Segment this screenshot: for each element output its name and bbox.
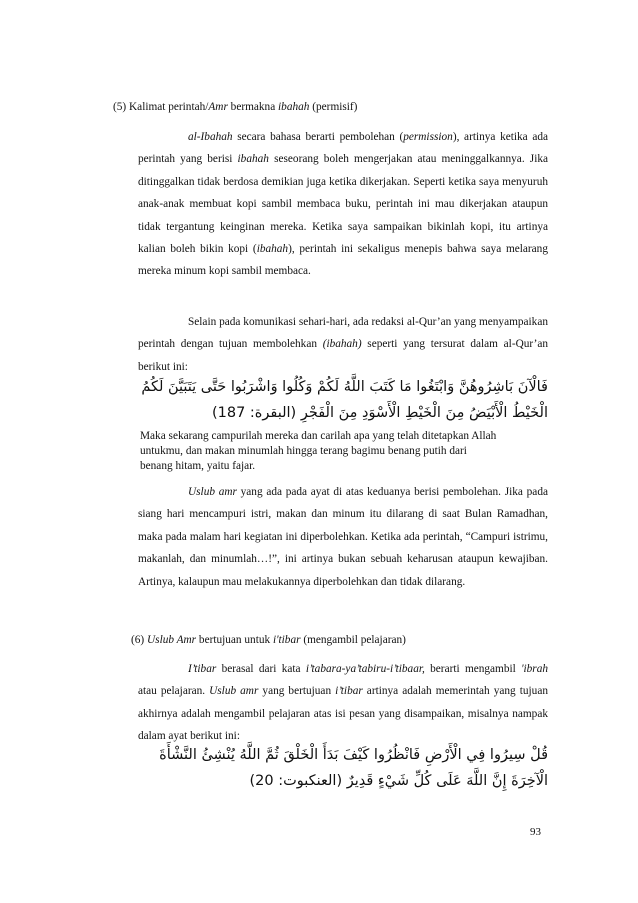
section-6-number: (6) — [131, 634, 145, 646]
section-6-heading: (6) Uslub Amr bertujuan untuk i'tibar (mengambil pelajaran) — [131, 634, 406, 646]
section-5-number: (5) — [113, 101, 127, 113]
verse-line-1: قُلْ سِيرُوا فِي الْأَرْضِ فَانْظُرُوا كَيْفَ بَدَأَ الْخَلْقَ ثُمَّ اللَّهُ يُنْشِئُ النَّشْأَةَ — [159, 747, 548, 763]
verse-line-2: الْخَيْطُ الْأَبْيَضُ مِنَ الْخَيْطِ الْأَسْوَدِ مِنَ الْفَجْرِ (البقرة: 187) — [211, 405, 548, 421]
section-5-heading: (5) Kalimat perintah/Amr bermakna ibahah (permisif) — [113, 101, 358, 113]
section-5-paragraph-3: Uslub amr yang ada pada ayat di atas keduanya berisi pembolehan. Jika pada siang hari mencampuri istri, makan dan minum itu dilarang di saat Bulan Ramadhan, maka pada malam hari kegiatan ini diperbolehkan. Ketika ada perintah, “Campuri istrimu, makanlah, dan minumlah…!”, ini artinya bukan sebuah keharusan ataupun kewajiban. Artinya, kalaupun mau melakukannya diperbolehkan dan tidak dilarang. — [138, 486, 548, 588]
quran-verse-al-baqarah-187 — [138, 374, 548, 426]
verse-line-1: فَالْآنَ بَاشِرُوهُنَّ وَابْتَغُوا مَا كَتَبَ اللَّهُ لَكُمْ وَكُلُوا وَاشْرَبُوا حَتَّى يَتَبَيَّنَ لَكُمُ — [141, 379, 548, 395]
verse-translation: Maka sekarang campurilah mereka dan carilah apa yang telah ditetapkan Allah untukmu, dan makan minumlah hingga terang bagimu benang putih dari benang hitam, yaitu fajar. — [140, 430, 497, 472]
section-5-paragraph-2: Selain pada komunikasi sehari-hari, ada redaksi al-Qur’an yang menyampaikan perintah dengan tujuan membolehkan (ibahah) seperti yang tersurat dalam al-Qur’an berikut ini: — [138, 316, 548, 373]
page-number: 93 — [530, 826, 541, 838]
section-6-paragraph-1: I’tibar berasal dari kata i’tabara-ya’tabiru-i’tibaar, berarti mengambil 'ibrah atau pelajaran. Uslub amr yang bertujuan i’tibar artinya adalah memerintah yang tujuan akhirnya adalah mengambil pelajaran atas isi pesan yang disampaikan, misalnya nampak dalam ayat berikut ini: — [138, 663, 548, 743]
section-5-paragraph-1: al-Ibahah secara bahasa berarti pembolehan (permission), artinya ketika ada perintah yang berisi ibahah seseorang boleh mengerjakan atau meninggalkannya. Jika ditinggalkan tidak berdosa demikian juga ketika dikerjakan. Seperti ketika saya menyuruh anak-anak membuat kopi sambil membaca buku, perintah ini mau dikerjakan ataupun tidak tergantung keinginan mereka. Ketika saya sampaikan bikinlah kopi, itu artinya kalian boleh bikin kopi (ibahah), perintah ini sekaligus menepis bahwa saya melarang mereka minum kopi sambil membaca. — [138, 131, 548, 278]
verse-line-2: الْآخِرَةَ إِنَّ اللَّهَ عَلَى كُلِّ شَيْءٍ قَدِيرٌ (العنكبوت: 20) — [249, 773, 548, 789]
quran-verse-al-ankabut-20 — [138, 742, 548, 794]
